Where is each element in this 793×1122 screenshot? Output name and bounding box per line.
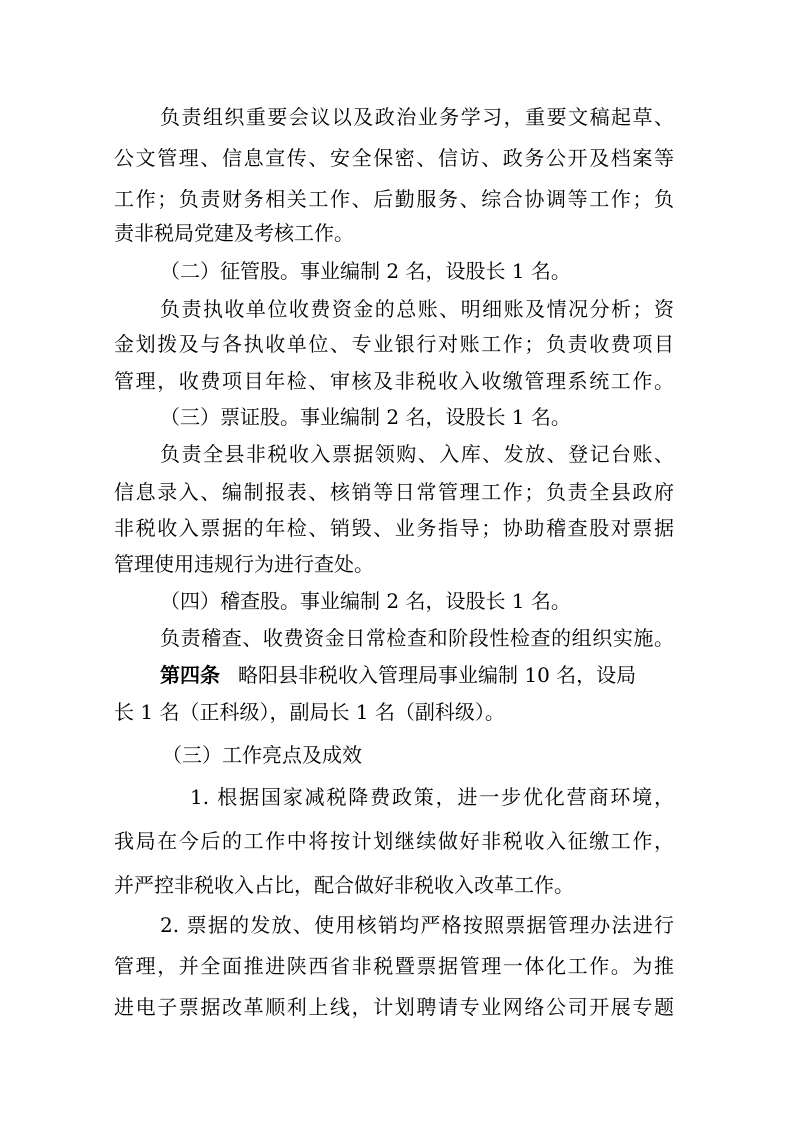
paragraph-line: 负责组织重要会议以及政治业务学习，重要文稿起草、 xyxy=(160,105,674,129)
paragraph-line: 管理使用违规行为进行查处。 xyxy=(114,552,374,576)
paragraph-line: 2. 票据的发放、使用核销均严格按照票据管理办法进行 xyxy=(160,913,674,937)
paragraph-line: 管理，并全面推进陕西省非税暨票据管理一体化工作。为推 xyxy=(114,954,674,978)
section-heading: （四）稽查股。事业编制 2 名，设股长 1 名。 xyxy=(160,589,571,613)
paragraph-line: 工作；负责财务相关工作、后勤服务、综合协调等工作；负 xyxy=(114,187,674,211)
subsection-heading: （三）工作亮点及成效 xyxy=(162,743,362,767)
paragraph-line: 公文管理、信息宣传、安全保密、信访、政务公开及档案等 xyxy=(114,146,674,170)
paragraph-line: 管理，收费项目年检、审核及非税收入收缴管理系统工作。 xyxy=(114,369,674,393)
paragraph-line: 1. 根据国家减税降费政策，进一步优化营商环境， xyxy=(190,785,674,809)
paragraph-line: 金划拨及与各执收单位、专业银行对账工作；负责收费项目 xyxy=(114,332,674,356)
article-text: 略阳县非税收入管理局事业编制 10 名，设局 xyxy=(238,663,637,687)
paragraph-line: 进电子票据改革顺利上线，计划聘请专业网络公司开展专题 xyxy=(114,995,674,1019)
paragraph-line: 负责执收单位收费资金的总账、明细账及情况分析；资 xyxy=(160,297,674,321)
paragraph-line: 非税收入票据的年检、销毁、业务指导；协助稽查股对票据 xyxy=(114,516,674,540)
paragraph-line: 并严控非税收入占比，配合做好非税收入改革工作。 xyxy=(114,873,574,897)
section-heading: （二）征管股。事业编制 2 名，设股长 1 名。 xyxy=(160,259,571,283)
paragraph-line: 责非税局党建及考核工作。 xyxy=(114,221,354,245)
article-line xyxy=(160,662,674,688)
paragraph-line: 信息录入、编制报表、核销等日常管理工作；负责全县政府 xyxy=(114,480,674,504)
paragraph-line: 我局在今后的工作中将按计划继续做好非税收入征缴工作， xyxy=(114,829,674,853)
paragraph-line: 负责全县非税收入票据领购、入库、发放、登记台账、 xyxy=(160,442,674,466)
section-heading: （三）票证股。事业编制 2 名，设股长 1 名。 xyxy=(160,405,571,429)
paragraph-line: 负责稽查、收费资金日常检查和阶段性检查的组织实施。 xyxy=(160,626,674,650)
article-line-2: 长 1 名（正科级），副局长 1 名（副科级）。 xyxy=(114,700,505,724)
article-label: 第四条 xyxy=(160,663,220,687)
